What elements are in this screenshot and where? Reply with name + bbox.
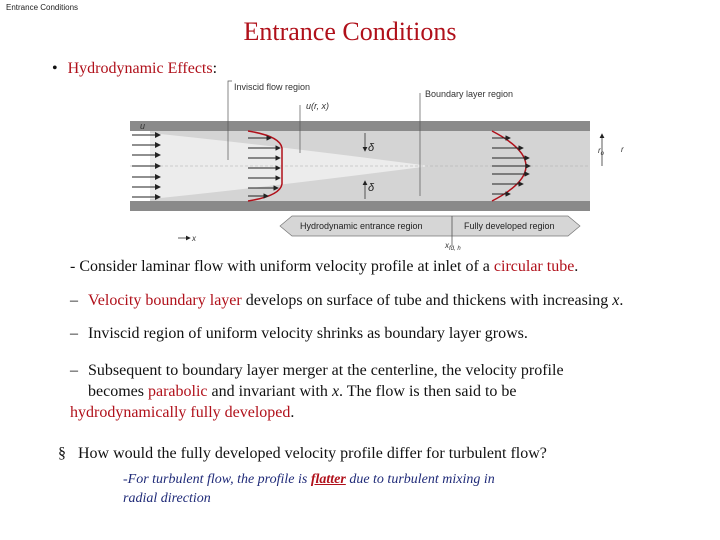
fully-developed-term: hydrodynamically fully developed — [70, 404, 291, 421]
line1-text-c: . — [574, 258, 579, 275]
radius-r-label: r — [621, 145, 624, 154]
line4-row2 — [70, 381, 670, 402]
answer-text-d: radial direction — [123, 491, 211, 506]
line-inviscid-region — [70, 323, 528, 344]
x-axis-label: x — [192, 234, 196, 243]
answer-text-a: -For turbulent flow, the profile is — [123, 472, 311, 487]
line3-dash: – — [70, 325, 78, 342]
parabolic-term: parabolic — [147, 383, 208, 400]
line4-x: x — [331, 383, 340, 400]
circular-tube-term: circular tube — [493, 258, 575, 275]
tube-top-wall — [130, 121, 590, 131]
slide-title: Entrance Conditions — [243, 17, 457, 46]
bullet-colon: : — [212, 60, 218, 77]
radius-ro-label — [598, 146, 605, 157]
question-turbulent — [58, 443, 547, 464]
xfd-x: x — [445, 241, 449, 250]
bullet-hydrodynamic — [52, 60, 217, 78]
line-velocity-boundary — [70, 290, 623, 311]
developed-region-label: Fully developed region — [464, 221, 555, 231]
tube-bottom-wall — [130, 201, 590, 211]
line4-text-e: . The flow is then said to be — [339, 383, 517, 400]
radius-ro-sub: o — [600, 151, 605, 157]
line2-text-b: develops on surface of tube and thickens with increasing — [241, 292, 613, 309]
line-boundary-merger — [70, 360, 670, 423]
boundary-layer-label: Boundary layer region — [425, 89, 514, 99]
line4-text-a: Subsequent to boundary layer merger at the centerline, the velocity profile — [88, 362, 564, 379]
xfd-label — [444, 241, 461, 252]
hydrodynamic-label: Hydrodynamic Effects — [67, 60, 213, 77]
line2-dash: – — [70, 292, 78, 309]
line3-text: Inviscid region of uniform velocity shrinks as boundary layer grows. — [88, 325, 528, 342]
line-laminar-flow — [70, 256, 578, 277]
delta-bottom-label: δ — [368, 182, 375, 194]
line4-row3 — [70, 402, 670, 423]
answer-text-c: due to turbulent mixing in — [345, 472, 495, 487]
line4-text-b: becomes — [88, 383, 148, 400]
line2-x: x — [612, 292, 620, 309]
inlet-u-label: u — [140, 121, 146, 131]
corner-label: Entrance Conditions — [6, 3, 79, 12]
flatter-term: flatter — [310, 472, 346, 487]
bullet-marker: • — [52, 60, 58, 77]
line4-row1 — [70, 360, 670, 381]
delta-top-label: δ — [368, 142, 375, 154]
velocity-label: u(r, x) — [306, 101, 330, 111]
velocity-boundary-term: Velocity boundary layer — [88, 292, 242, 309]
inviscid-flow-label: Inviscid flow region — [234, 82, 311, 92]
radius-ro-r: r — [598, 146, 601, 155]
line4-dash: – — [70, 362, 78, 379]
entrance-region-label: Hydrodynamic entrance region — [300, 221, 423, 231]
line4-text-d: and invariant with — [207, 383, 332, 400]
question-text: How would the fully developed velocity profile differ for turbulent flow? — [78, 445, 547, 462]
question-marker: § — [58, 445, 66, 462]
line1-text-a: - Consider laminar flow with uniform velocity profile at inlet of a — [70, 258, 494, 275]
xfd-sub: fd, h — [449, 246, 461, 252]
line2-text-c: . — [619, 292, 624, 309]
line4-text-g: . — [290, 404, 295, 421]
answer-turbulent — [123, 470, 573, 508]
entrance-diagram — [120, 78, 624, 252]
